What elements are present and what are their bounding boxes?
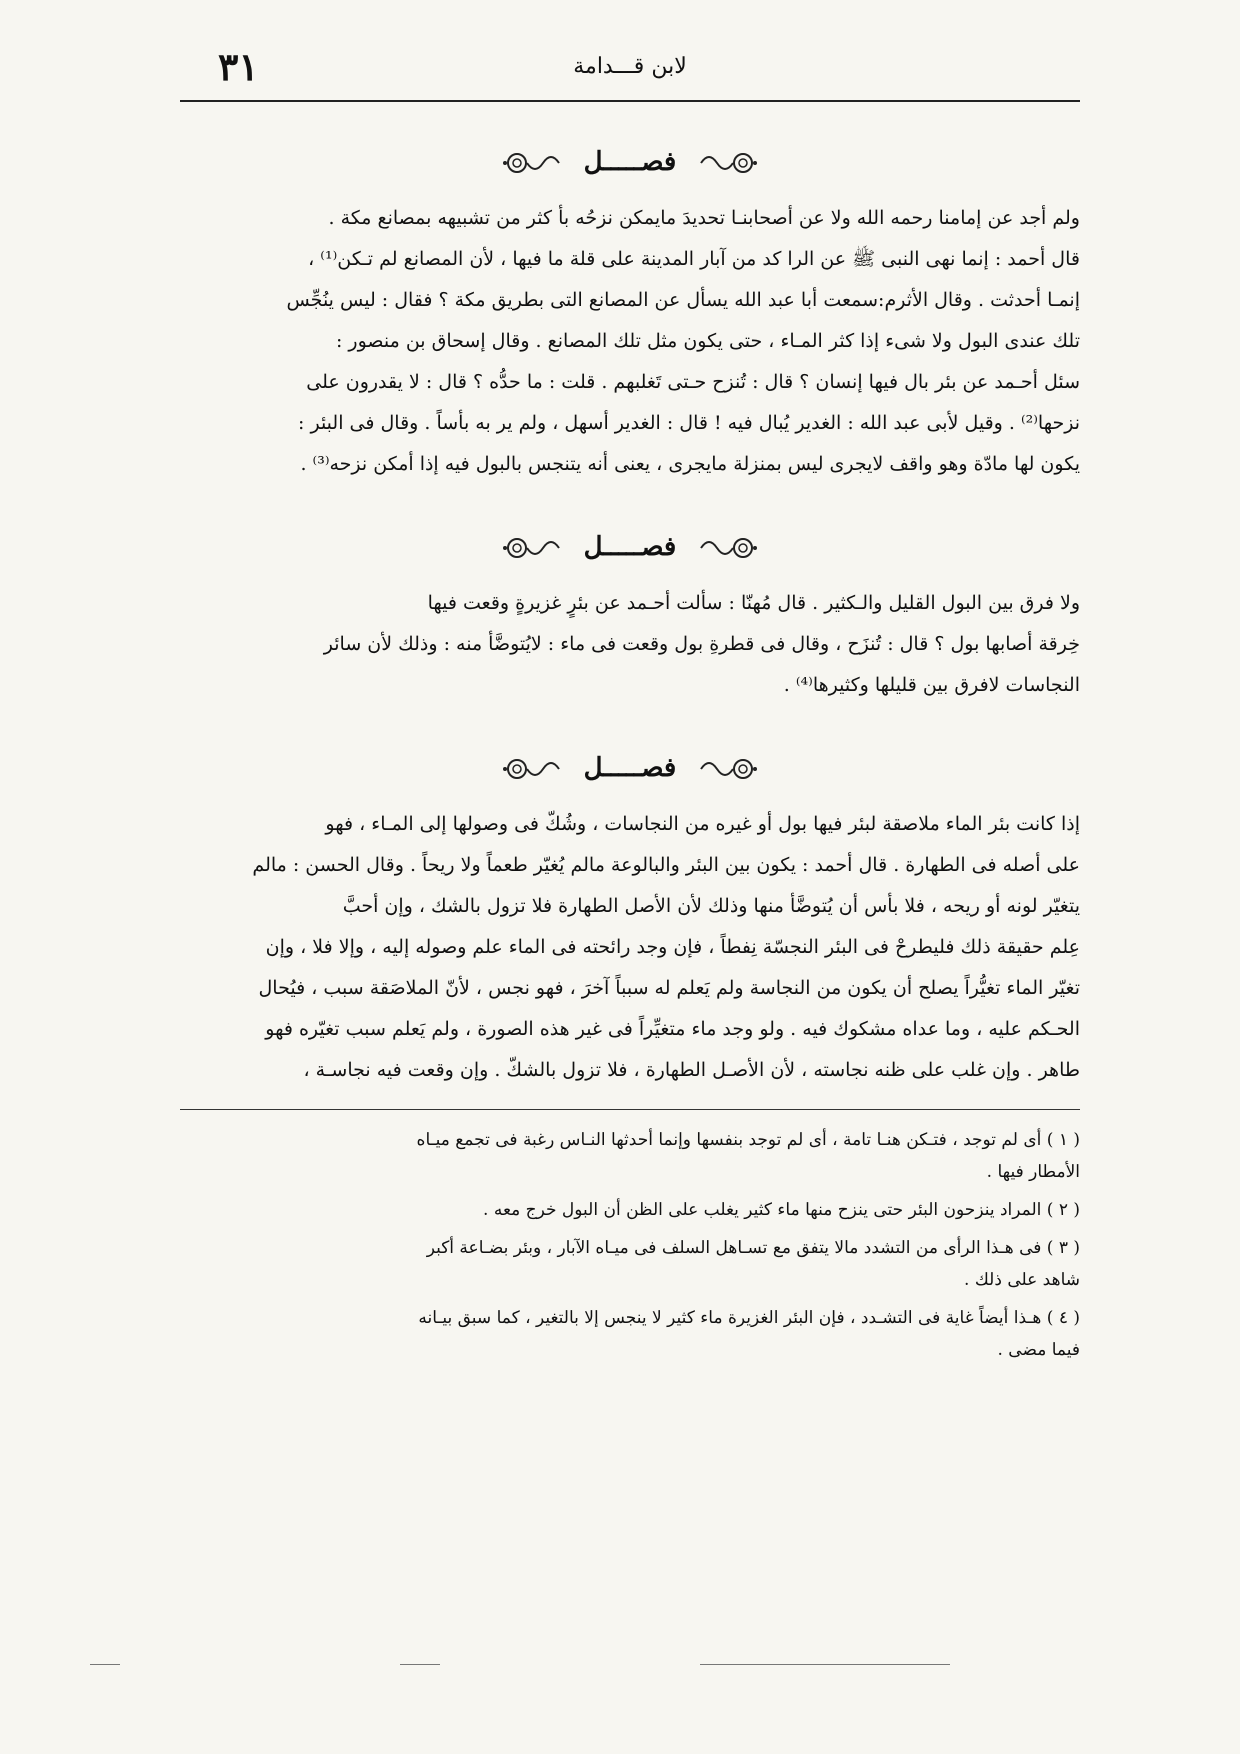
section-heading-text: فصـــــل <box>583 753 677 783</box>
section-heading-text: فصـــــل <box>583 532 677 562</box>
text-line: ولا فرق بين البول القليل والـكثير . قال مُهنّا : سألت أحـمد عن بئرٍ غزيرةٍ وقعت فيها <box>427 592 1080 614</box>
footnote-rule <box>180 1109 1080 1110</box>
text-line: طاهر . وإن غلب على ظنه نجاسته ، لأن الأصـل الطهارة ، فلا تزول بالشكّ . وإن وقعت فيه نجاسـة ، <box>303 1059 1080 1081</box>
running-head: لابن قـــدامة <box>573 54 687 79</box>
text-line: الحـكم عليه ، وما عداه مشكوك فيه . ولو وجد ماء متغيِّراً فى غير هذه الصورة ، ولم يَعلم سبب تغيّره فهو <box>265 1018 1080 1040</box>
paragraph <box>180 804 1080 1091</box>
text-line: تغيّر الماء تغيُّراً يصلح أن يكون من النجاسة ولم يَعلم له سبباً آخرَ ، فهو نجس ، لأنّ الملاصَقة سبب ، فيُحال <box>258 977 1080 999</box>
header-rule <box>180 100 1080 102</box>
footnote <box>180 1232 1080 1296</box>
text-line: تلك عندى البول ولا شىء إذا كثر المـاء ، حتى يكون مثل تلك المصانع . وقال إسحاق بن منصور : <box>335 330 1080 352</box>
text-line: قال أحمد : إنما نهى النبى ﷺ عن الرا كد من آبار المدينة على قلة ما فيها ، لأن المصانع لم تـكن⁽¹⁾ ، <box>308 248 1080 270</box>
ornament-icon <box>699 755 759 783</box>
section-heading <box>180 746 1080 790</box>
footnotes <box>180 1124 1080 1366</box>
text-line: سئل أحـمد عن بئر بال فيها إنسان ؟ قال : تُنزح حـتى تَغلبهم . قلت : ما حدُّه ؟ قال : لا يقدرون على <box>306 371 1080 393</box>
text-line: نزحها⁽²⁾ . وقيل لأبى عبد الله : الغدير يُبال فيه ! قال : الغدير أسهل ، ولم ير به بأساً . وقال فى البئر : <box>298 412 1080 434</box>
text-line: عِلم حقيقة ذلك فليطرحْ فى البئر النجسّة نِفطاً ، فإن وجد رائحته فى الماء علم وصوله إليه ، وإلا فلا ، وإن <box>265 936 1080 958</box>
page-bottom-marks <box>90 1664 1150 1668</box>
text-line: إنمـا أحدثت . وقال الأثرم:سمعت أبا عبد الله يسأل عن المصانع التى بطريق مكة ؟ فقال : ليس ينُجِّس <box>286 289 1080 311</box>
ornament-icon <box>501 149 561 177</box>
footnote-line: ( ١ ) أى لم توجد ، فتـكن هنـا تامة ، أى لم توجد بنفسها وإنما أحدثها النـاس رغبة فى تجمع ميـاه <box>416 1130 1080 1150</box>
scan-mark <box>700 1664 950 1665</box>
paragraph <box>180 198 1080 485</box>
text-line: يكون لها مادّة وهو واقف لايجرى ليس بمنزلة مايجرى ، يعنى أنه يتنجس بالبول فيه إذا أمكن نزحه⁽³⁾ . <box>300 453 1080 475</box>
footnote-line: ( ٣ ) فى هـذا الرأى من التشدد مالا يتفق مع تسـاهل السلف فى ميـاه الآبار ، وبئر بضـاعة أكبر <box>426 1238 1080 1258</box>
book-page <box>180 40 1080 1372</box>
scan-mark <box>90 1664 120 1665</box>
text-line: النجاسات لافرق بين قليلها وكثيرها⁽⁴⁾ . <box>783 674 1080 696</box>
ornament-icon <box>699 534 759 562</box>
text-line: على أصله فى الطهارة . قال أحمد : يكون بين البئر والبالوعة مالم يُغيّر طعماً ولا ريحاً . وقال الحسن : مالم <box>252 854 1080 876</box>
section-heading-text: فصـــــل <box>583 147 677 177</box>
page-header <box>180 40 1080 100</box>
footnote-line: الأمطار فيها . <box>986 1162 1080 1182</box>
footnote-line: شاهد على ذلك . <box>964 1270 1080 1290</box>
footnote <box>180 1302 1080 1366</box>
footnote <box>180 1194 1080 1226</box>
footnote-line: ( ٢ ) المراد ينزحون البئر حتى ينزح منها ماء كثير يغلب على الظن أن البول خرج معه . <box>483 1200 1080 1220</box>
footnote-line: ( ٤ ) هـذا أيضاً غاية فى التشـدد ، فإن البئر الغزيرة ماء كثير لا ينجس إلا بالتغير ، كما سبق بيـانه <box>418 1308 1080 1328</box>
ornament-icon <box>699 149 759 177</box>
page-number: ٣١ <box>218 44 259 89</box>
text-line: ولم أجد عن إمامنا رحمه الله ولا عن أصحابنـا تحديدَ مايمكن نزحُه بأ كثر من تشبيهه بمصانع مكة . <box>328 207 1080 229</box>
text-line: يتغيّر لونه أو ريحه ، فلا بأس أن يُتوضَّأ منها وذلك لأن الأصل الطهارة فلا تزول بالشك ، وإن أحبَّ <box>342 895 1080 917</box>
text-line: إذا كانت بئر الماء ملاصقة لبئر فيها بول أو غيره من النجاسات ، وشُكّ فى وصولها إلى المـاء ، فهو <box>325 813 1080 835</box>
section-heading <box>180 140 1080 184</box>
footnote-line: فيما مضى . <box>997 1340 1080 1360</box>
section-heading <box>180 525 1080 569</box>
ornament-icon <box>501 534 561 562</box>
paragraph <box>180 583 1080 706</box>
footnote <box>180 1124 1080 1188</box>
ornament-icon <box>501 755 561 783</box>
scan-mark <box>400 1664 440 1665</box>
text-line: خِرقة أصابها بول ؟ قال : تُنزَح ، وقال فى قطرةِ بول وقعت فى ماء : لايُتوضَّأ منه : وذلك لأن سائر <box>323 633 1080 655</box>
